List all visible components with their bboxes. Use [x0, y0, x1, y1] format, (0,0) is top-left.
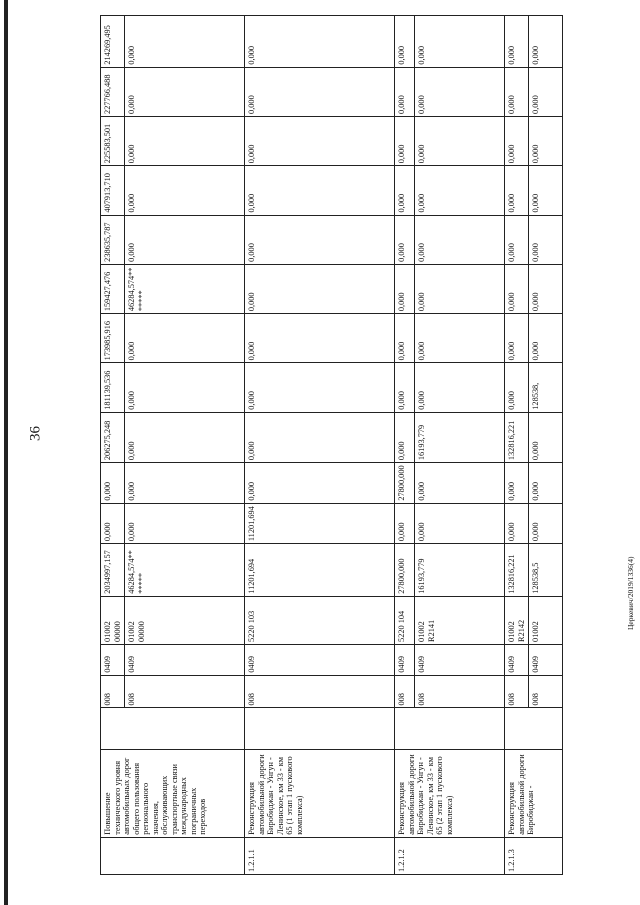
- table-cell: 0,000: [415, 314, 505, 363]
- table-cell: 0,000: [415, 363, 505, 412]
- table-cell: 0,000: [529, 16, 563, 68]
- table-cell: 5220 103: [245, 596, 395, 644]
- table-cell: 0,000: [529, 264, 563, 313]
- table-cell: 008: [529, 675, 563, 708]
- table-cell: 0,000: [245, 16, 395, 68]
- table-cell: 01002: [529, 596, 563, 644]
- table-cell: 0,000: [245, 314, 395, 363]
- table-cell: 0,000: [415, 215, 505, 264]
- table-cell: 132816,221: [505, 544, 529, 597]
- table-cell: 159427,476: [101, 264, 125, 313]
- table-cell: 407913,710: [101, 166, 125, 215]
- table-cell: 0,000: [245, 264, 395, 313]
- table-cell: 008: [245, 675, 395, 708]
- table-cell: 0,000: [529, 67, 563, 116]
- table-cell: 01002 R2141: [415, 596, 505, 644]
- table-cell: 0,000: [245, 463, 395, 504]
- budget-table: [100, 15, 563, 875]
- table-cell: 0,000: [505, 16, 529, 68]
- table-cell: 11201,694: [245, 544, 395, 597]
- table-cell: 0,000: [395, 16, 415, 68]
- table-cell: 01002 R2142: [505, 596, 529, 644]
- table-cell: 0,000: [395, 264, 415, 313]
- table-cell: 008: [125, 675, 245, 708]
- row-number: 1.2.1.3: [505, 837, 563, 874]
- page-number: 36: [27, 426, 44, 441]
- row-number: 1.2.1.1: [245, 837, 395, 874]
- table-cell: 0409: [125, 644, 245, 675]
- empty-cell: [101, 708, 245, 750]
- table-cell: 0,000: [505, 67, 529, 116]
- table-cell: 0,000: [415, 67, 505, 116]
- table-cell: 0,000: [125, 363, 245, 412]
- table-cell: 01002 00000: [125, 596, 245, 644]
- table-cell: 5220 104: [395, 596, 415, 644]
- table-cell: 0,000: [529, 215, 563, 264]
- table-cell: 0,000: [505, 116, 529, 165]
- row-name: Реконструкция автомобильной дороги Биробиджан - Унгун - Ленинское, км 33 - км 65 (2 этап 1 пускового комплекса): [395, 750, 505, 838]
- table-cell: 173985,916: [101, 314, 125, 363]
- table-cell: 0,000: [415, 166, 505, 215]
- table-cell: 0,000: [395, 67, 415, 116]
- table-cell: 46284,574*******: [125, 544, 245, 597]
- table-cell: 0,000: [395, 215, 415, 264]
- table-cell: 008: [505, 675, 529, 708]
- table-cell: 0,000: [245, 412, 395, 462]
- table-cell: 0409: [395, 644, 415, 675]
- table-cell: 01002 00000: [101, 596, 125, 644]
- table-cell: 0,000: [529, 503, 563, 544]
- row-number: 1.2.1.2: [395, 837, 505, 874]
- table-cell: 0,000: [125, 67, 245, 116]
- table-cell: 008: [101, 675, 125, 708]
- empty-cell: [245, 708, 395, 750]
- table-cell: 27800,000: [395, 544, 415, 597]
- table-cell: 2034997,157: [101, 544, 125, 597]
- table-cell: 227766,488: [101, 67, 125, 116]
- table-cell: 0,000: [245, 67, 395, 116]
- table-cell: 0,000: [245, 215, 395, 264]
- table-cell: 0,000: [529, 166, 563, 215]
- table-row: [101, 16, 125, 875]
- table-cell: 11201,694: [245, 503, 395, 544]
- table-cell: 16193,779: [415, 544, 505, 597]
- table-cell: 0,000: [125, 412, 245, 462]
- table-cell: 0409: [415, 644, 505, 675]
- table-cell: 0,000: [245, 166, 395, 215]
- table-cell: 0,000: [505, 363, 529, 412]
- table-cell: 0,000: [125, 314, 245, 363]
- empty-cell: [395, 708, 505, 750]
- table-cell: 0,000: [125, 503, 245, 544]
- document-footer: [616, 510, 635, 630]
- table-cell: 0409: [101, 644, 125, 675]
- table-cell: 206275,248: [101, 412, 125, 462]
- row-name: Реконструкция автомобильной дороги Биробиджан - Унгун - Ленинское, км 33 - км 65 (1 этап 1 пускового комплекса): [245, 750, 395, 838]
- table-cell: 008: [415, 675, 505, 708]
- empty-cell: [505, 708, 563, 750]
- table-cell: 0,000: [415, 503, 505, 544]
- table-cell: 0,000: [125, 116, 245, 165]
- table-cell: 0,000: [395, 503, 415, 544]
- table-cell: 0,000: [529, 412, 563, 462]
- table-cell: 0,000: [395, 166, 415, 215]
- table-cell: 0,000: [529, 314, 563, 363]
- table-cell: 0,000: [529, 116, 563, 165]
- table-cell: 0,000: [395, 314, 415, 363]
- table-cell: 27800,000: [395, 463, 415, 504]
- table-row: [395, 16, 415, 875]
- table-cell: 0,000: [415, 264, 505, 313]
- table-cell: 0,000: [395, 363, 415, 412]
- table-cell: 0,000: [245, 116, 395, 165]
- table-cell: 0,000: [529, 463, 563, 504]
- row-name: Повышение технического уровня автомобильных дорог общего пользования регионального значения, обслуживающих транспортные связи международных пограничных переходов: [101, 750, 245, 838]
- footer-code: Церкевич/2019/1336(4): [626, 556, 635, 630]
- table-cell: 0,000: [415, 116, 505, 165]
- table-cell: 0,000: [125, 16, 245, 68]
- table-cell: 0,000: [505, 215, 529, 264]
- table-cell: 0,000: [395, 116, 415, 165]
- table-cell: 0,000: [505, 314, 529, 363]
- table-cell: 0409: [505, 644, 529, 675]
- rotated-table-container: [100, 15, 600, 875]
- table-cell: 238635,787: [101, 215, 125, 264]
- table-cell: 128538,5: [529, 544, 563, 597]
- table-cell: 0,000: [505, 503, 529, 544]
- table-cell: 0,000: [125, 215, 245, 264]
- table-cell: 0,000: [245, 363, 395, 412]
- table-cell: 0,000: [415, 463, 505, 504]
- table-cell: 0,000: [505, 264, 529, 313]
- table-row: [505, 16, 529, 875]
- table-cell: 008: [395, 675, 415, 708]
- table-cell: 0,000: [505, 463, 529, 504]
- row-name: Реконструкция автомобильной дороги Биробиджан -: [505, 750, 563, 838]
- table-cell: 0409: [245, 644, 395, 675]
- table-cell: 0,000: [505, 166, 529, 215]
- table-cell: 0,000: [125, 166, 245, 215]
- table-cell: 0,000: [101, 463, 125, 504]
- table-cell: 16193,779: [415, 412, 505, 462]
- row-number: [101, 837, 245, 874]
- table-cell: 132816,221: [505, 412, 529, 462]
- table-cell: 0,000: [395, 412, 415, 462]
- left-margin-bar: [4, 0, 8, 905]
- table-cell: 225583,501: [101, 116, 125, 165]
- table-cell: 0,000: [101, 503, 125, 544]
- table-cell: 0,000: [125, 463, 245, 504]
- table-cell: 0,000: [415, 16, 505, 68]
- table-cell: 46284,574*******: [125, 264, 245, 313]
- table-cell: 0409: [529, 644, 563, 675]
- table-cell: 128538,: [529, 363, 563, 412]
- table-row: [245, 16, 395, 875]
- table-cell: 181139,536: [101, 363, 125, 412]
- table-cell: 214269,495: [101, 16, 125, 68]
